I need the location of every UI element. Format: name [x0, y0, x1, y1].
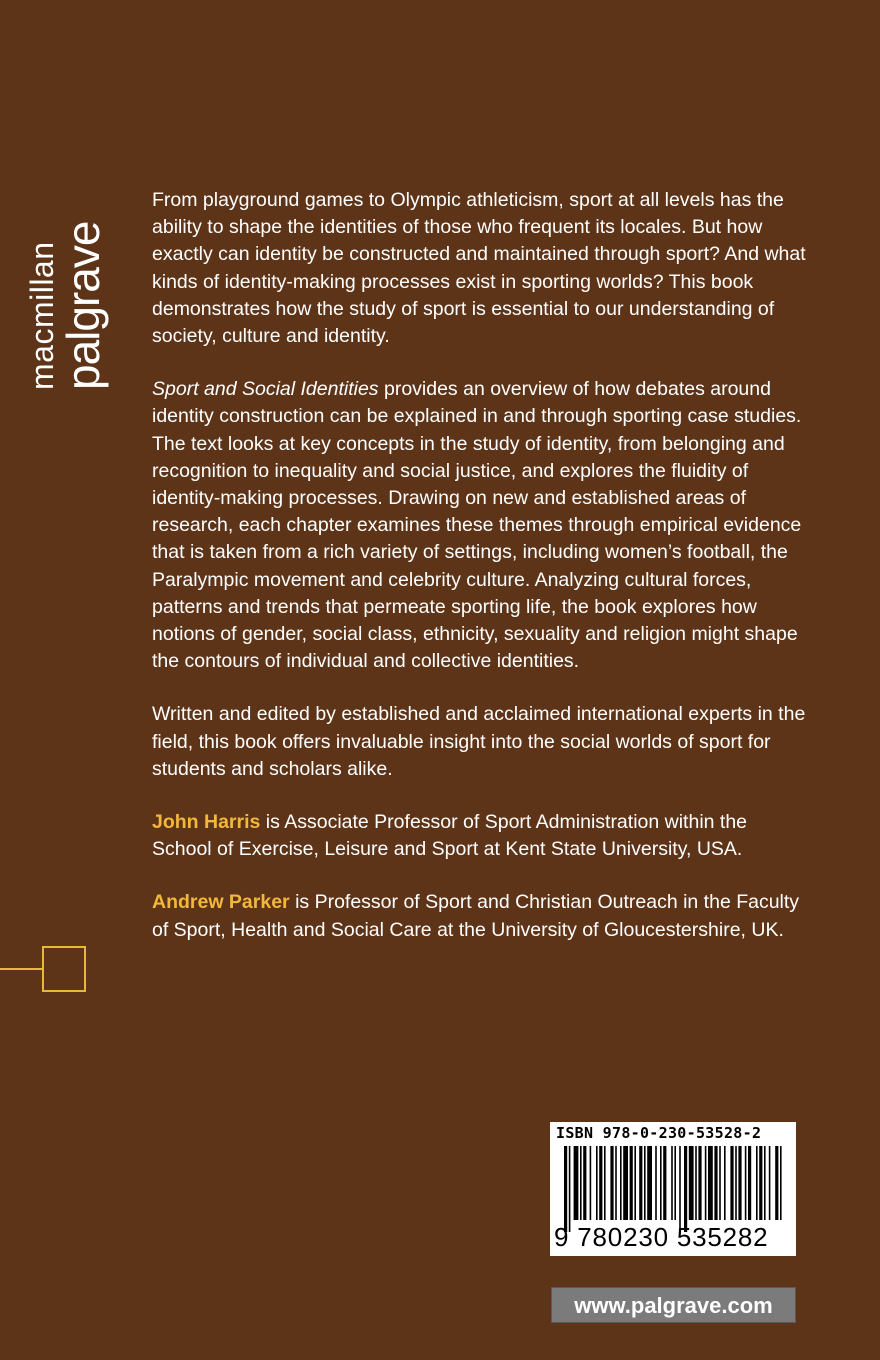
- decorative-line: [0, 968, 43, 970]
- barcode-bar: [689, 1146, 694, 1220]
- barcode-bar: [745, 1146, 747, 1220]
- barcode-bar: [735, 1146, 737, 1220]
- decorative-square: [42, 946, 86, 992]
- barcode-bar: [708, 1146, 713, 1220]
- barcode-bar: [610, 1146, 613, 1220]
- logo-macmillan: macmillan: [24, 241, 60, 390]
- barcode-bar: [764, 1146, 766, 1220]
- barcode-bar: [756, 1146, 758, 1220]
- barcode-bar: [698, 1146, 701, 1220]
- barcode-bar: [719, 1146, 721, 1220]
- barcode-bar: [564, 1146, 567, 1232]
- author-bio-2: [152, 889, 812, 943]
- barcode-bar: [660, 1146, 662, 1220]
- blurb-paragraph-2-text: provides an overview of how debates around identity construction can be explained in and through sporting case studies. The text looks at key concepts in the study of identity, from belonging and recognition to inequality and social justice, and explores the fluidity of identity-making processes. Drawing on new and established areas of research, each chapter examines these themes through empirical evidence that is taken from a rich variety of settings, including women’s football, the Paralympic movement and celebrity culture. Analyzing cultural forces, patterns and trends that permeate sporting life, the book explores how notions of gender, social class, ethnicity, sexuality and religion might shape the contours of individual and collective identities.: [152, 378, 802, 673]
- barcode-bar: [655, 1146, 657, 1220]
- author-bio-text: is Professor of Sport and Christian Outreach in the Faculty of Sport, Health and Social Care at the University of Gloucestershire, UK.: [152, 891, 800, 941]
- author-bio-1: [152, 809, 812, 863]
- blurb-paragraph-2: [152, 376, 812, 675]
- barcode-bar: [580, 1146, 582, 1220]
- author-bio-text: is Associate Professor of Sport Administration within the School of Exercise, Leisure and Sport at Kent State University, USA.: [152, 811, 748, 861]
- barcode-bar: [590, 1146, 592, 1220]
- isbn-barcode: [550, 1122, 796, 1256]
- barcode-bar: [684, 1146, 687, 1232]
- barcode-bar: [714, 1146, 717, 1220]
- barcode-bar: [604, 1146, 606, 1220]
- author-name: Andrew Parker: [152, 891, 290, 914]
- book-title: Sport and Social Identities: [152, 378, 379, 401]
- barcode-bar: [775, 1146, 778, 1220]
- barcode-bar: [634, 1146, 636, 1220]
- barcode-bar: [748, 1146, 751, 1220]
- barcode-digits: 9 780230 535282: [554, 1222, 769, 1252]
- barcode-bar: [738, 1146, 741, 1220]
- barcode-bar: [679, 1146, 681, 1232]
- author-name: John Harris: [152, 811, 261, 834]
- barcode-bar: [674, 1146, 676, 1220]
- barcode-bar: [705, 1146, 707, 1220]
- barcode-bar: [759, 1146, 762, 1220]
- barcode-bar: [644, 1146, 646, 1220]
- barcode-bar: [630, 1146, 633, 1220]
- blurb-paragraph-1: From playground games to Olympic athleticism, sport at all levels has the ability to shape the identities of those who frequent its locales. But how exactly can identity be constructed and maintained through sport? And what kinds of identity-making processes exist in sporting worlds? This book demonstrates how the study of sport is essential to our understanding of society, culture and identity.: [152, 189, 806, 348]
- barcode-bar: [695, 1146, 697, 1220]
- publisher-url[interactable]: www.palgrave.com: [551, 1287, 796, 1323]
- publisher-logo: [20, 190, 109, 390]
- blurb: [152, 187, 812, 970]
- barcode-bar: [671, 1146, 673, 1220]
- barcode-bar: [780, 1146, 782, 1220]
- barcode-bar: [583, 1146, 586, 1220]
- barcode-bar: [620, 1146, 622, 1220]
- barcode-bar: [574, 1146, 579, 1220]
- barcode-bar: [647, 1146, 652, 1220]
- barcode-bar: [623, 1146, 628, 1220]
- isbn-label: ISBN 978-0-230-53528-2: [556, 1124, 762, 1142]
- blurb-paragraph-3: Written and edited by established and acclaimed international experts in the field, this book offers invaluable insight into the social worlds of sport for students and scholars alike.: [152, 703, 806, 780]
- logo-palgrave: palgrave: [57, 221, 109, 390]
- barcode-bar: [599, 1146, 602, 1220]
- barcode-bar: [615, 1146, 617, 1220]
- barcode-bar: [663, 1146, 666, 1220]
- barcode-bars: [564, 1146, 786, 1232]
- barcode-bar: [639, 1146, 642, 1220]
- barcode-bar: [596, 1146, 598, 1220]
- barcode-bar: [724, 1146, 726, 1220]
- barcode-bar: [730, 1146, 733, 1220]
- barcode-bar: [769, 1146, 771, 1220]
- barcode-bar: [569, 1146, 571, 1232]
